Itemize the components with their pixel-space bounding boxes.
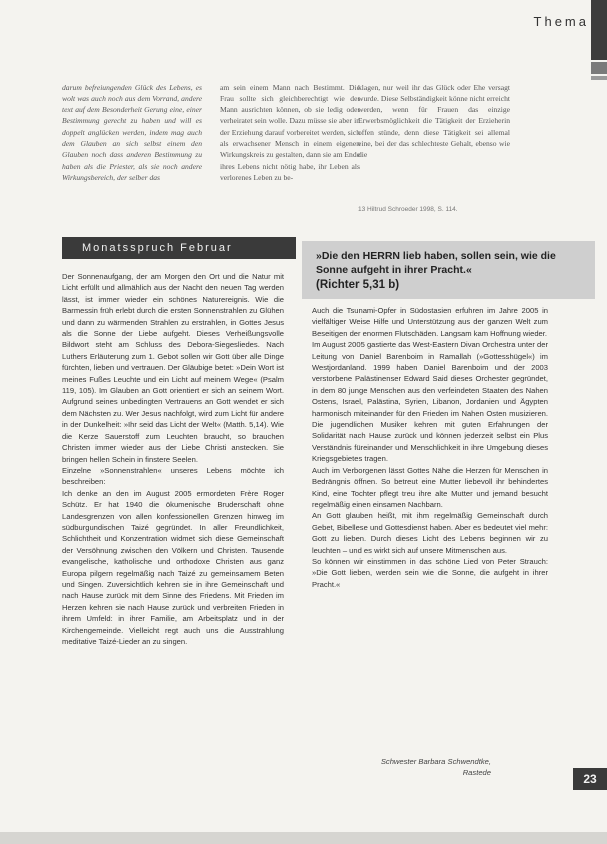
paragraph: Ich denke an den im August 2005 ermordeten Frère Roger Schütz. Er hat 1940 die ökumenische Bruderschaft ohne Landesgrenzen von allen konfessionellen Grenzen hinweg im südburgundischen Taizé gegründet. In aller Freundlichkeit, Schlichtheit und Konzentration widmet sich diese Gemeinschaft der Versöhnung zwischen den Völkern und Christen. Tausende evangelische, katholische und orthodoxe Christen aus ganz Europa pilgern regelmäßig nach Taizé zu gemeinsamem Beten und Singen. Zuversichtlich kehren sie in ihre Gemeinschaft und nach Hause zurück mit dem Sinne des Friedens. Mit Frieden im Herzen kehren sie nach Hause zurück und verbreiten Frieden in ihrem Umfeld: in ihrer Familie, am Arbeitsplatz und in der Kirchengemeinde. Vielleicht regt auch uns die Ausstrahlung meditative Taizé-Lieder an zu singen. bbox=[62, 488, 284, 646]
article-column-2: am sein einem Mann nach Bestimmt. Die Frau sollte sich gleichberechtigt wie der Mann ausrichten können, ob sie ledig oder verheiratet sein wolle. Dazu müsse sie aber in der Erziehung darauf vorbereitet werden, sich als erwachsener Mensch in einem eigenen Wirkungskreis zu gestalten, dann sie am Ende ihres Lebens nicht nötig habe, ihr Leben als verlorenes Leben zu be- bbox=[220, 82, 360, 182]
paragraph: Im August 2005 gastierte das West-Eastern Divan Orchestra unter der Leitung von Daniel Barenboim in Ramallah (»Gottesshügel«) im Westjordanland. 1999 haben Daniel Barenboim und der 2003 verstorbene Palästinenser Edward Said dieses Orchester gegründet, in dem 80 junge Menschen aus den verfeindeten Staaten des Nahen Ostens, Israel, Palästina, Syrien, Libanon, Jordanien und Ägypten harmonisch miteinander für den Frieden im Nahen Osten musizieren. Die jugendlichen Musiker kehren mit guten Erfahrungen der Solidarität nach Hause zurück und können jederzeit selbst ein Plus Verständnis füreinander und Menschlichkeit in ihre Umgebung dieses Kriegsgebietes tragen. bbox=[312, 340, 548, 464]
author-signature bbox=[381, 756, 491, 778]
side-tab-segment bbox=[591, 0, 607, 60]
article-column-3: klagen, nur weil ihr das Glück oder Ehe versagt wurde. Diese Selbständigkeit könne nicht erreicht werden, wenn für Frauen das einzige Erwerbsmöglichkeit die Tätigkeit der Erzieherin offen stünde, denn diese Tätigkeit sei allemal eine, bei der das schlechteste Gehalt, ebenso wie die bbox=[358, 82, 510, 160]
side-tab-segment bbox=[591, 62, 607, 74]
devotion-right-column bbox=[312, 305, 548, 590]
paragraph: An Gott glauben heißt, mit ihm regelmäßig Gemeinschaft durch Gebet, Bibellese und Gottesdienst haben. Aber es bedeutet viel mehr: Gott zu lieben. Durch dieses Licht des Lebens beginnen wir zu leuchten – und es wirkt sich auf unsere Mitmenschen aus. bbox=[312, 511, 548, 555]
page-number: 23 bbox=[573, 768, 607, 790]
side-tab-bar bbox=[591, 0, 607, 200]
devotion-left-column bbox=[62, 271, 284, 647]
paragraph: Auch im Verborgenen lässt Gottes Nähe die Herzen für Menschen in Bedrängnis öffnen. So betreut eine Mutter liebevoll ihr behindertes Kind, eine Tochter pflegt treu ihre alte Mutter und jemand besucht regelmäßig einen einsamen Nachbarn. bbox=[312, 465, 548, 509]
author-place: Rastede bbox=[462, 768, 491, 777]
paragraph: Auch die Tsunami-Opfer in Südostasien erfuhren im Jahre 2005 in vielfältiger Weise Hilfe und Unterstützung aus der ganzen Welt zum Beseitigen der enormen Flutschäden. Langsam kam Hoffnung wieder. bbox=[312, 306, 548, 338]
paragraph: Einzelne »Sonnenstrahlen« unseres Lebens möchte ich beschreiben: bbox=[62, 465, 284, 487]
verse-quote: »Die den HERRN lieb haben, sollen sein, wie die Sonne aufgeht in ihrer Pracht.« bbox=[316, 250, 556, 276]
verse-reference: (Richter 5,31 b) bbox=[316, 279, 400, 291]
side-tab-segment bbox=[591, 76, 607, 80]
scan-bottom-edge bbox=[0, 832, 607, 844]
article-column-1: darum befreiungenden Glück des Lebens, es wolt was auch noch aus dem Vorrand, andere text auf dem Besonderheit Gerung eine, einer Bestimmung gerecht zu haben und will es doppelt anglücken werden, indem mag auch dem Glauben an sich selbst einem den Glauben noch dass anderen Bestimmung zu haben als die Priester, als sie noch andere Wirkungsbereich, der selber das bbox=[62, 82, 202, 182]
paragraph: So können wir einstimmen in das schöne Lied von Peter Strauch: »Die Gott lieben, werden sein wie die Sonne, die aufgeht in ihrer Pracht.« bbox=[312, 556, 548, 589]
verse-quote-box bbox=[302, 241, 595, 299]
paragraph: Der Sonnenaufgang, der am Morgen den Ort und die Natur mit Licht erfüllt und allmählich aus der Nacht den neuen Tag werden lässt, ist immer wieder ein schönes Naturereignis. Wie die Barmessin früh erlebt durch die ersten Sonnenstrahlen zu Glühen und dann zu wärmenden Strahlen zu erstrahlen, in Gottes Jesus als die Sonne der Liebe aufgeht. Dieses Verheißungsvolle Bildwort steht am Schluss des Debora-Siegesliedes. Nach Luthers Erläuterung zum 1. Gebot sollen wir Gott über alle Dinge fürchten, lieben und vertrauen. Der Gläubige betet: »Dein Wort ist meines Fußes Leuchte und ein Licht auf meinem Wege« (Psalm 119, 105). Im Glauben an Gott orientiert er sich an seinem Wort. Aufgrund seines unbedingten Vertrauens an Gott wendet er sich dem Nächsten zu. Wer Jesus nachfolgt, wird zum Licht für andere in der Dunkelheit: »Ihr seid das Licht der Welt« (Matth. 5,14). Wie die Kerze Sauerstoff zum Leuchten braucht, so brauchen Christen immer wieder aus der Liebe Christi anstecken. Sie bringen hellen Schein in finstere Seelen. bbox=[62, 272, 284, 464]
author-name: Schwester Barbara Schwendtke, bbox=[380, 757, 491, 766]
section-title: Thema bbox=[533, 14, 589, 29]
monthly-verse-banner: Monatsspruch Februar bbox=[62, 237, 296, 259]
footnote: 13 Hiltrud Schroeder 1998, S. 114. bbox=[358, 206, 458, 213]
